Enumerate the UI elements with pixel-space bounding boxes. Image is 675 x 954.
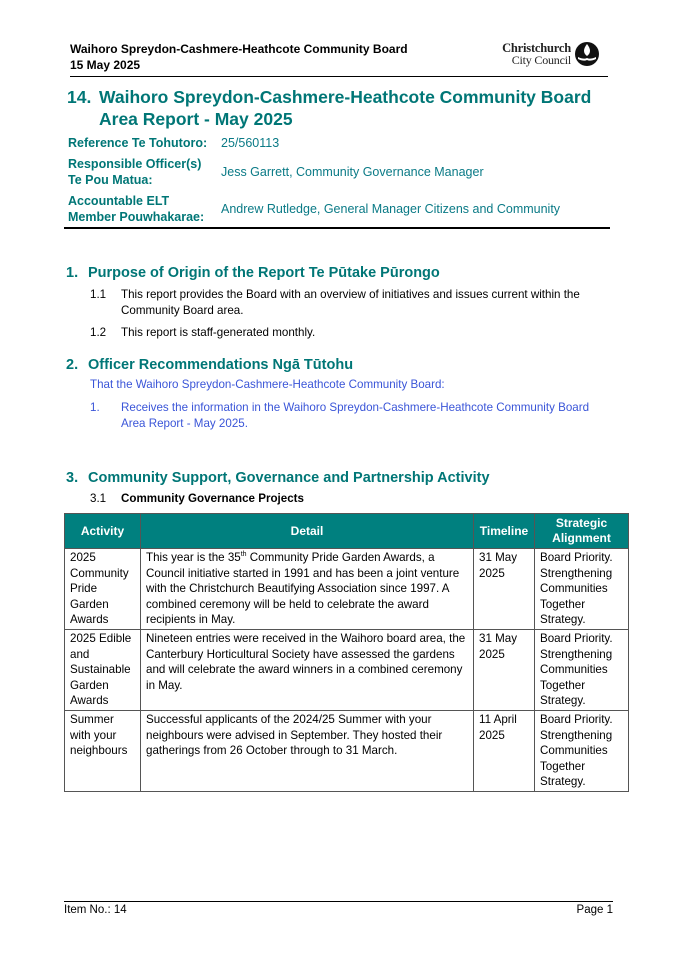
- detail-cell: Nineteen entries were received in the Waihoro board area, the Canterbury Horticultural Society have assessed the gardens and will celebrate the award winners in a combined ceremony in May.: [141, 629, 474, 710]
- council-emblem-icon: [574, 41, 600, 67]
- detail-text: Community Pride Garden Awards, a Council initiative started in 1991 and has been a joint venture with the Christchurch Beautifying Association since 1997. A combined ceremony will be held to celebrate the award recipients in May.: [146, 551, 460, 627]
- detail-cell: [141, 549, 474, 630]
- page-header: [70, 41, 608, 77]
- section-title: Community Support, Governance and Partnership Activity: [88, 470, 490, 486]
- meta-value: 25/560113: [221, 136, 280, 150]
- meta-label: Reference Te Tohutoro:: [68, 136, 208, 150]
- meta-label: Accountable ELT Member Pouwhakarae:: [68, 194, 205, 224]
- footer-item-number: Item No.: 14: [64, 904, 127, 916]
- header-date: 15 May 2025: [70, 58, 141, 72]
- footer-page-number: Page 1: [576, 904, 613, 916]
- column-header-timeline: Timeline: [474, 514, 535, 549]
- page-footer: [64, 901, 613, 918]
- meta-value: Jess Garrett, Community Governance Manager: [221, 165, 484, 179]
- alignment-cell: Board Priority. Strengthening Communities Together Strategy.: [535, 710, 629, 791]
- report-metadata: [64, 133, 610, 229]
- column-header-activity: Activity: [65, 514, 141, 549]
- recommendation-text: Receives the information in the Waihoro Spreydon-Cashmere-Heathcote Community Board Area Report - May 2025.: [121, 401, 590, 430]
- table-row: [65, 710, 629, 791]
- timeline-cell: 31 May 2025: [474, 549, 535, 630]
- table-row: [65, 549, 629, 630]
- paragraph-text: This report is staff-generated monthly.: [121, 326, 316, 339]
- governance-projects-table: [64, 513, 629, 792]
- meta-row-elt: [64, 191, 610, 228]
- timeline-cell: 31 May 2025: [474, 629, 535, 710]
- timeline-cell: 11 April 2025: [474, 710, 535, 791]
- board-name: Waihoro Spreydon-Cashmere-Heathcote Community Board: [70, 42, 408, 56]
- section-3-heading: [66, 469, 490, 487]
- paragraph-1-2: [90, 325, 610, 341]
- recommendation-number: 1.: [90, 401, 100, 414]
- title-text: Waihoro Spreydon-Cashmere-Heathcote Community Board Area Report - May 2025: [99, 87, 592, 129]
- activity-cell: Summer with your neighbours: [65, 710, 141, 791]
- section-number: 2.: [66, 357, 79, 373]
- column-header-alignment: Strategic Alignment: [535, 514, 629, 549]
- paragraph-number: 1.2: [90, 326, 107, 339]
- subsection-title: Community Governance Projects: [121, 492, 304, 505]
- recommendation-1: [90, 400, 610, 432]
- activity-cell: 2025 Edible and Sustainable Garden Awards: [65, 629, 141, 710]
- section-title: Purpose of Origin of the Report Te Pūtake Pūrongo: [88, 265, 440, 281]
- section-title: Officer Recommendations Ngā Tūtohu: [88, 357, 354, 373]
- meta-value: Andrew Rutledge, General Manager Citizens and Community: [221, 202, 561, 216]
- title-number: 14.: [67, 87, 92, 107]
- recommendation-intro-text: That the Waihoro Spreydon-Cashmere-Heathcote Community Board:: [90, 378, 445, 391]
- table-row: [65, 629, 629, 710]
- detail-text: This year is the 35: [146, 551, 241, 564]
- paragraph-text: This report provides the Board with an overview of initiatives and issues current within the Community Board area.: [121, 288, 580, 317]
- alignment-cell: Board Priority. Strengthening Communities Together Strategy.: [535, 629, 629, 710]
- section-1-heading: [66, 264, 440, 282]
- meta-row-reference: [64, 133, 610, 153]
- section-number: 3.: [66, 470, 79, 486]
- subsection-number: 3.1: [90, 492, 107, 505]
- report-title: [67, 86, 607, 130]
- section-2-heading: [66, 356, 353, 374]
- meta-row-officer: [64, 153, 610, 191]
- detail-superscript: th: [240, 551, 247, 559]
- council-logo: [502, 41, 600, 67]
- paragraph-1-1: [90, 287, 610, 319]
- activity-cell: 2025 Community Pride Garden Awards: [65, 549, 141, 630]
- logo-line-2: City Council: [511, 53, 571, 67]
- section-number: 1.: [66, 265, 79, 281]
- table-header-row: [65, 514, 629, 549]
- column-header-detail: Detail: [141, 514, 474, 549]
- logo-line-1: Christchurch: [502, 41, 571, 55]
- alignment-cell: Board Priority. Strengthening Communities Together Strategy.: [535, 549, 629, 630]
- meta-label: Responsible Officer(s) Te Pou Matua:: [68, 157, 202, 187]
- paragraph-number: 1.1: [90, 288, 107, 301]
- subsection-3-1: [90, 491, 610, 507]
- detail-cell: Successful applicants of the 2024/25 Summer with your neighbours were advised in September. They hosted their gatherings from 26 October through to 31 March.: [141, 710, 474, 791]
- recommendation-intro: [90, 377, 610, 393]
